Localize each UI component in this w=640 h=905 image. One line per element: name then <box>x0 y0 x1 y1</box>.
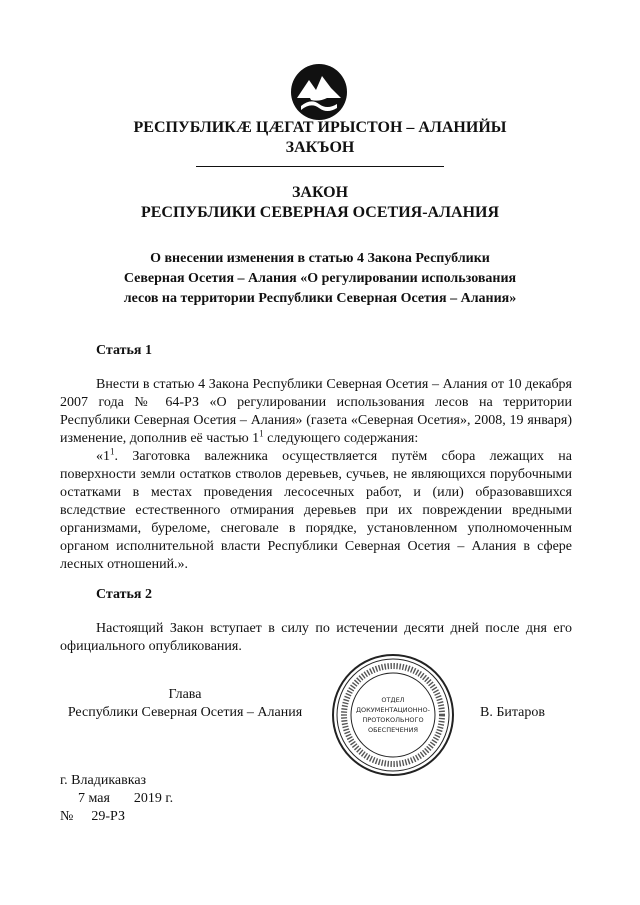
position-line: Республики Северная Осетия – Алания <box>67 705 303 720</box>
seal-text: ОБЕСПЕЧЕНИЯ <box>367 726 419 734</box>
superscript: 1 <box>259 428 264 439</box>
article-2-heading: Статья 2 <box>96 587 152 602</box>
paragraph-text: . Заготовка валежника осуществляется путём сбора лежащих на поверхности земли остатков стволов деревьев, сучьев, не являющихся порубочными остатками в местах проведения лесосечных работ, и (или) образовавшихся вследствие естественного отмирания деревьев при их повреждении вредными организмами, буреломе, снеговале в порядке, установленном уполномоченным органом исполнительной власти Республики Северная Осетия – Алания в сфере лесных отношений.». <box>60 449 572 572</box>
number-value: 29-РЗ <box>91 809 125 824</box>
law-label-ossetian: ЗАКЪОН <box>285 139 355 156</box>
seal-text: ОТДЕЛ <box>381 696 405 704</box>
date-day: 7 мая <box>78 791 110 806</box>
article-2-paragraph <box>60 620 572 656</box>
coat-of-arms-icon <box>289 62 349 122</box>
signing-date <box>78 790 173 808</box>
republic-name-ossetian: РЕСПУБЛИКӔ ЦӔГАТ ИРЫСТОН – АЛАНИЙЫ <box>133 119 507 136</box>
republic-name: РЕСПУБЛИКИ СЕВЕРНАЯ ОСЕТИЯ-АЛАНИЯ <box>140 204 500 221</box>
superscript: 1 <box>110 446 115 457</box>
law-number <box>60 808 125 826</box>
header-divider <box>196 166 444 167</box>
article-1-paragraph-2 <box>60 448 572 574</box>
subject-line: лесов на территории Республики Северная Осетия – Алания» <box>123 291 517 306</box>
subject-line: Северная Осетия – Алания «О регулировании использования <box>123 271 517 286</box>
law-subject <box>70 249 570 309</box>
seal-text: ДОКУМЕНТАЦИОННО- <box>355 706 431 714</box>
date-year: 2019 г. <box>133 791 174 806</box>
signatory-position <box>60 686 310 722</box>
article-1-paragraph-1 <box>60 376 572 448</box>
law-title: ЗАКОН <box>291 184 349 201</box>
subject-line: О внесении изменения в статью 4 Закона Республики <box>150 251 490 266</box>
number-label: № <box>60 809 74 824</box>
signatory-name: В. Битаров <box>480 705 545 720</box>
seal-text: ПРОТОКОЛЬНОГО <box>362 716 424 724</box>
position-line: Глава <box>168 687 202 702</box>
paragraph-text: следующего содержания: <box>263 431 419 446</box>
paragraph-text: Внести в статью 4 Закона Республики Северная Осетия – Алания от 10 декабря 2007 года № 64-РЗ «О регулировании использования лесов на территории Республики Северная Осетия – Алания» (газета «Северная Осетия», 2008, 19 января) изменение, дополнив её частью 1 <box>60 377 572 446</box>
paragraph-text: «1 <box>96 449 110 464</box>
signing-city: г. Владикавказ <box>60 773 147 788</box>
paragraph-text: Настоящий Закон вступает в силу по истечении десяти дней после дня его официального опубликования. <box>60 621 572 654</box>
official-seal-icon <box>330 652 456 778</box>
article-1-heading: Статья 1 <box>96 343 152 358</box>
